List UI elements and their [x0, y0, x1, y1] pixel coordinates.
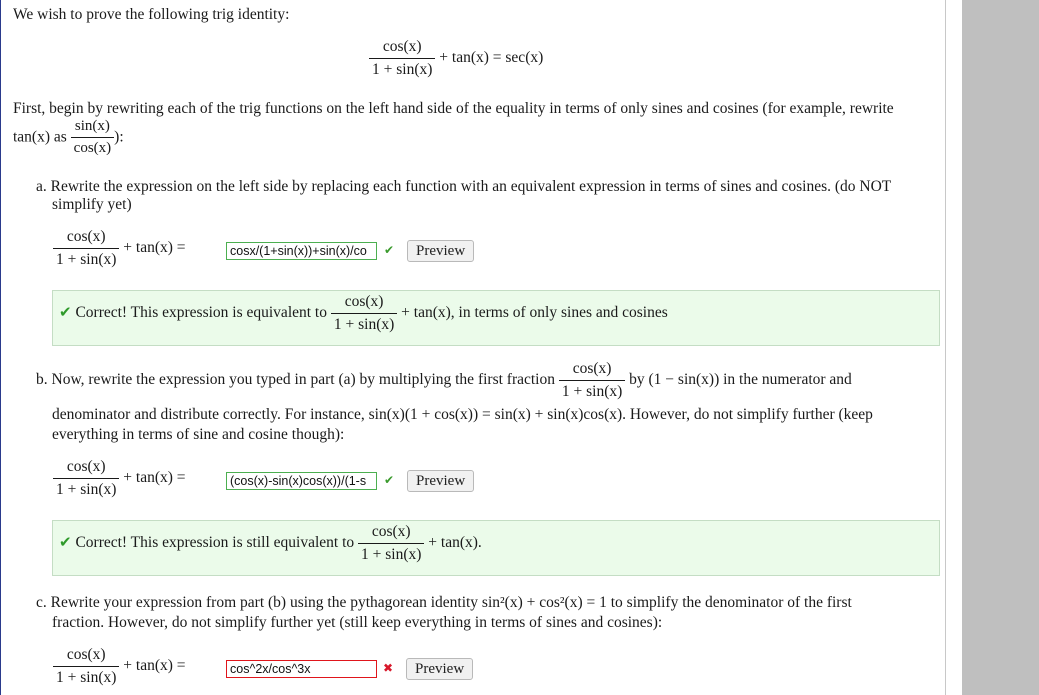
part-a-feedback-banner: [52, 290, 940, 346]
lhs-rest: + tan(x) =: [123, 468, 186, 486]
part-b-preview-button[interactable]: Preview: [407, 470, 474, 492]
part-c-lhs: [53, 646, 186, 687]
part-b-frac-numerator: cos(x): [572, 360, 612, 377]
part-b-feedback-prefix: Correct! This expression is still equivalent to: [75, 533, 355, 551]
part-a-feedback-numerator: cos(x): [344, 293, 384, 310]
part-b-text-1-main: b. Now, rewrite the expression you typed in part (a) by multiplying the first fraction: [36, 370, 555, 388]
lhs-denominator: 1 + sin(x): [53, 666, 119, 687]
lhs-numerator: cos(x): [66, 458, 106, 475]
part-c-text-2: fraction. However, do not simplify further yet (still keep everything in terms of sines and cosines):: [52, 614, 663, 631]
lhs-rest: + tan(x) =: [123, 238, 186, 256]
check-icon: ✔: [384, 243, 395, 257]
lhs-denominator: 1 + sin(x): [53, 248, 119, 269]
part-b-feedback-suffix: + tan(x).: [428, 533, 482, 551]
part-b-text-3: everything in terms of sine and cosine though):: [52, 426, 345, 443]
example-suffix: ):: [114, 128, 124, 146]
check-icon: ✔: [59, 532, 72, 551]
intro-first-line: First, begin by rewriting each of the trig functions on the left hand side of the equality in terms of only sines and cosines (for example, rewrite: [13, 100, 894, 117]
identity-rest: + tan(x) = sec(x): [439, 48, 544, 66]
part-b-feedback-banner: [52, 520, 940, 576]
part-a-preview-button[interactable]: Preview: [407, 240, 474, 262]
identity-denominator: 1 + sin(x): [369, 58, 435, 79]
part-b-feedback-denominator: 1 + sin(x): [358, 543, 424, 564]
part-a-feedback-prefix: Correct! This expression is equivalent to: [75, 303, 327, 321]
part-a-text-1: a. Rewrite the expression on the left side by replacing each function with an equivalent expression in terms of sines and cosines. (do NOT: [36, 178, 892, 195]
example-denominator: cos(x): [71, 137, 115, 157]
example-prefix: tan(x) as: [13, 128, 67, 146]
example-numerator: sin(x): [74, 118, 110, 134]
part-a-lhs: [53, 228, 186, 269]
part-a-text-2: simplify yet): [52, 196, 132, 213]
part-a-answer-input[interactable]: cosx/(1+sin(x))+sin(x)/co: [226, 242, 377, 260]
part-a-feedback: [59, 293, 668, 334]
intro-lead: We wish to prove the following trig identity:: [13, 6, 290, 23]
right-sidebar: [962, 0, 1039, 695]
lhs-numerator: cos(x): [66, 228, 106, 245]
part-c-answer-input[interactable]: cos^2x/cos^3x: [226, 660, 377, 678]
check-icon: ✔: [59, 302, 72, 321]
lhs-denominator: 1 + sin(x): [53, 478, 119, 499]
part-b-answer-input[interactable]: (cos(x)-sin(x)cos(x))/(1-s: [226, 472, 377, 490]
part-a-feedback-denominator: 1 + sin(x): [331, 313, 397, 334]
part-b-frac-denominator: 1 + sin(x): [559, 380, 625, 401]
part-a-feedback-suffix: + tan(x), in terms of only sines and cosines: [401, 303, 668, 321]
part-b-text-1: [36, 360, 852, 401]
check-icon: ✔: [384, 473, 395, 487]
part-c-text-1: c. Rewrite your expression from part (b) using the pythagorean identity sin²(x) + cos²(x) = 1 to simplify the denominator of the first: [36, 594, 852, 611]
cross-icon: ✖: [383, 661, 394, 675]
intro-example: [13, 118, 124, 158]
part-b-feedback-numerator: cos(x): [371, 523, 411, 540]
part-c-preview-button[interactable]: Preview: [406, 658, 473, 680]
part-b-feedback: [59, 523, 482, 564]
lhs-numerator: cos(x): [66, 646, 106, 663]
identity-numerator: cos(x): [382, 38, 422, 55]
right-gutter: [946, 0, 962, 695]
part-b-lhs: [53, 458, 186, 499]
part-b-text-1-suffix: by (1 − sin(x)) in the numerator and: [629, 370, 852, 388]
lhs-rest: + tan(x) =: [123, 656, 186, 674]
part-b-text-2: denominator and distribute correctly. For instance, sin(x)(1 + cos(x)) = sin(x) + sin(x)cos(x). However, do not simplify further (keep: [52, 406, 873, 423]
identity-equation: [369, 38, 543, 79]
